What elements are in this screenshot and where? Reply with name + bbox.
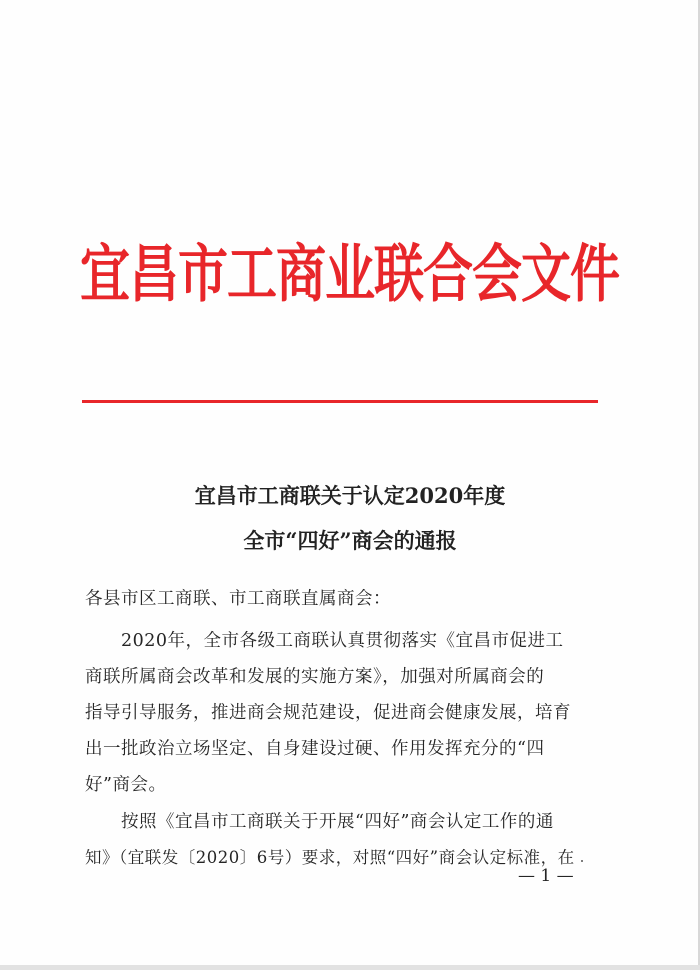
page-number: — 1 — [518, 866, 574, 886]
paragraph-1-line-1: 2020年，全市各级工商联认真贯彻落实《宜昌市促进工 [121, 631, 564, 651]
notice-title-line-2: 全市“四好”商会的通报 [243, 528, 457, 553]
paragraph-1-line-2: 商联所属商会改革和发展的实施方案》，加强对所属商会的 [85, 667, 545, 687]
paragraph-2-line-1: 按照《宜昌市工商联关于开展“四好”商会认定工作的通 [121, 812, 554, 832]
scan-speck [581, 860, 583, 862]
paragraph-1-line-4: 出一批政治立场坚定、自身建设过硬、作用发挥充分的“四 [85, 739, 545, 759]
scan-edge-bottom [0, 965, 700, 970]
notice-title-line-1: 宜昌市工商联关于认定2020年度 [194, 483, 506, 508]
paragraph-2-line-2: 知》（宜联发〔2020〕6号）要求，对照“四好”商会认定标准，在 [85, 848, 575, 867]
salutation: 各县市区工商联、市工商联直属商会： [85, 589, 391, 609]
paragraph-1-line-5: 好”商会。 [85, 775, 167, 795]
issuer-header-title: 宜昌市工商业联合会文件 [80, 236, 619, 311]
paragraph-1-line-3: 指导引导服务，推进商会规范建设，促进商会健康发展，培育 [85, 703, 571, 723]
red-divider-line [82, 400, 598, 403]
